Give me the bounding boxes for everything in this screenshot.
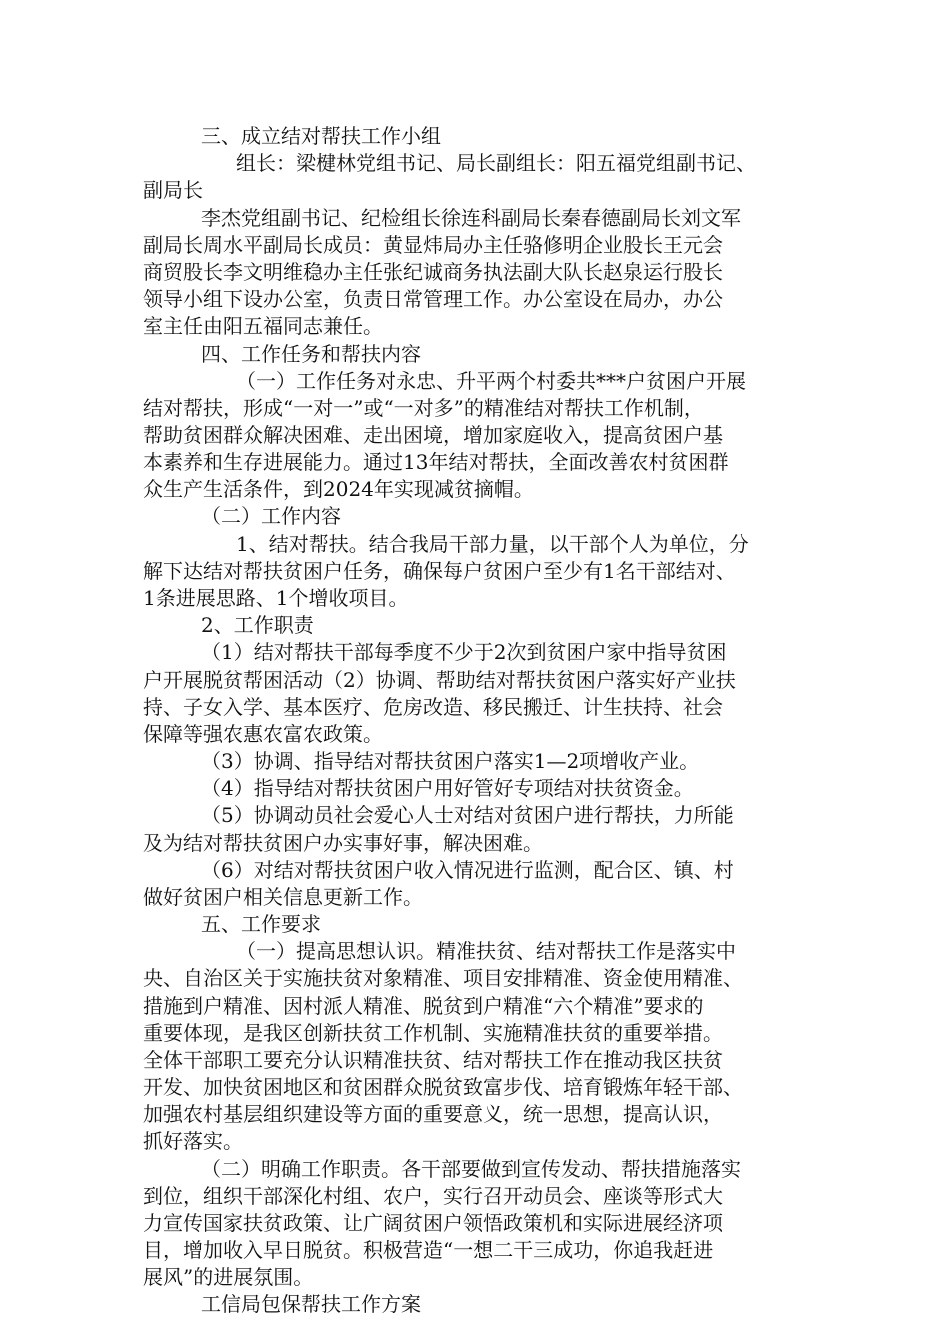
paragraph-line: 措施到户精准、因村派人精准、脱贫到户精准“六个精准”要求的 [143, 994, 704, 1018]
paragraph-line: 副局长 [143, 178, 203, 202]
paragraph-line: 重要体现，是我区创新扶贫工作机制、实施精准扶贫的重要举措。 [143, 1021, 723, 1045]
section-heading-4: 四、工作任务和帮扶内容 [201, 342, 421, 366]
paragraph-line: （3）协调、指导结对帮扶贫困户落实1—2项增收产业。 [201, 749, 700, 773]
paragraph-line: 本素养和生存进展能力。通过13年结对帮扶，全面改善农村贫困群 [143, 450, 729, 474]
paragraph-line: 室主任由阳五福同志兼任。 [143, 314, 383, 338]
paragraph-line: 展风”的进展氛围。 [143, 1265, 314, 1289]
paragraph-line: 户开展脱贫帮困活动（2）协调、帮助结对帮扶贫困户落实好产业扶 [143, 668, 736, 692]
paragraph-line: 加强农村基层组织建设等方面的重要意义，统一思想，提高认识， [143, 1102, 723, 1126]
section-heading-5: 五、工作要求 [201, 912, 321, 936]
paragraph-line: 力宣传国家扶贫政策、让广阔贫困户领悟政策机和实际进展经济项 [143, 1211, 723, 1235]
subsection-heading: （二）工作内容 [201, 504, 341, 528]
paragraph-line: 李杰党组副书记、纪检组长徐连科副局长秦春德副局长刘文军 [201, 206, 741, 230]
paragraph-line: 帮助贫困群众解决困难、走出困境，增加家庭收入，提高贫困户基 [143, 423, 723, 447]
paragraph-line: （6）对结对帮扶贫困户收入情况进行监测，配合区、镇、村 [201, 858, 734, 882]
paragraph-line: 抓好落实。 [143, 1129, 243, 1153]
paragraph-line: 结对帮扶，形成“一对一”或“一对多”的精准结对帮扶工作机制， [143, 396, 704, 420]
paragraph-line: 组长：梁楗林党组书记、局长副组长：阳五福党组副书记、 [236, 151, 756, 175]
paragraph-line: 领导小组下设办公室，负责日常管理工作。办公室设在局办，办公 [143, 287, 723, 311]
section-heading-3: 三、成立结对帮扶工作小组 [201, 124, 441, 148]
paragraph-line: 商贸股长李文明维稳办主任张纪诚商务执法副大队长赵泉运行股长 [143, 260, 723, 284]
paragraph-line: 全体干部职工要充分认识精准扶贫、结对帮扶工作在推动我区扶贫 [143, 1048, 723, 1072]
paragraph-line: 目，增加收入早日脱贫。积极营造“一想二干三成功，你追我赶进 [143, 1238, 714, 1262]
paragraph-line: （一）提高思想认识。精准扶贫、结对帮扶工作是落实中 [236, 939, 736, 963]
paragraph-line: 开发、加快贫困地区和贫困群众脱贫致富步伐、培育锻炼年轻干部、 [143, 1075, 743, 1099]
paragraph-line: 众生产生活条件，到2024年实现减贫摘帽。 [143, 477, 534, 501]
paragraph-line: （二）明确工作职责。各干部要做到宣传发动、帮扶措施落实 [201, 1157, 741, 1181]
paragraph-line: 1条进展思路、1个增收项目。 [143, 586, 409, 610]
paragraph-line: （一）工作任务对永忠、升平两个村委共***户贫困户开展 [236, 369, 746, 393]
paragraph-line: 及为结对帮扶贫困户办实事好事，解决困难。 [143, 831, 543, 855]
document-title-footer: 工信局包保帮扶工作方案 [201, 1292, 421, 1316]
paragraph-line: 1、结对帮扶。结合我局干部力量，以干部个人为单位，分 [236, 532, 749, 556]
paragraph-line: 副局长周水平副局长成员：黄显炜局办主任骆修明企业股长王元会 [143, 233, 723, 257]
paragraph-line: 持、子女入学、基本医疗、危房改造、移民搬迁、计生扶持、社会 [143, 695, 723, 719]
subsection-heading: 2、工作职责 [201, 613, 314, 637]
paragraph-line: （1）结对帮扶干部每季度不少于2次到贫困户家中指导贫困 [201, 640, 727, 664]
paragraph-line: 到位，组织干部深化村组、农户，实行召开动员会、座谈等形式大 [143, 1184, 723, 1208]
paragraph-line: 央、自治区关于实施扶贫对象精准、项目安排精准、资金使用精准、 [143, 966, 743, 990]
paragraph-line: 解下达结对帮扶贫困户任务，确保每户贫困户至少有1名干部结对、 [143, 559, 736, 583]
paragraph-line: 保障等强农惠农富农政策。 [143, 722, 383, 746]
paragraph-line: （4）指导结对帮扶贫困户用好管好专项结对扶贫资金。 [201, 776, 694, 800]
paragraph-line: 做好贫困户相关信息更新工作。 [143, 885, 423, 909]
paragraph-line: （5）协调动员社会爱心人士对结对贫困户进行帮扶，力所能 [201, 803, 734, 827]
